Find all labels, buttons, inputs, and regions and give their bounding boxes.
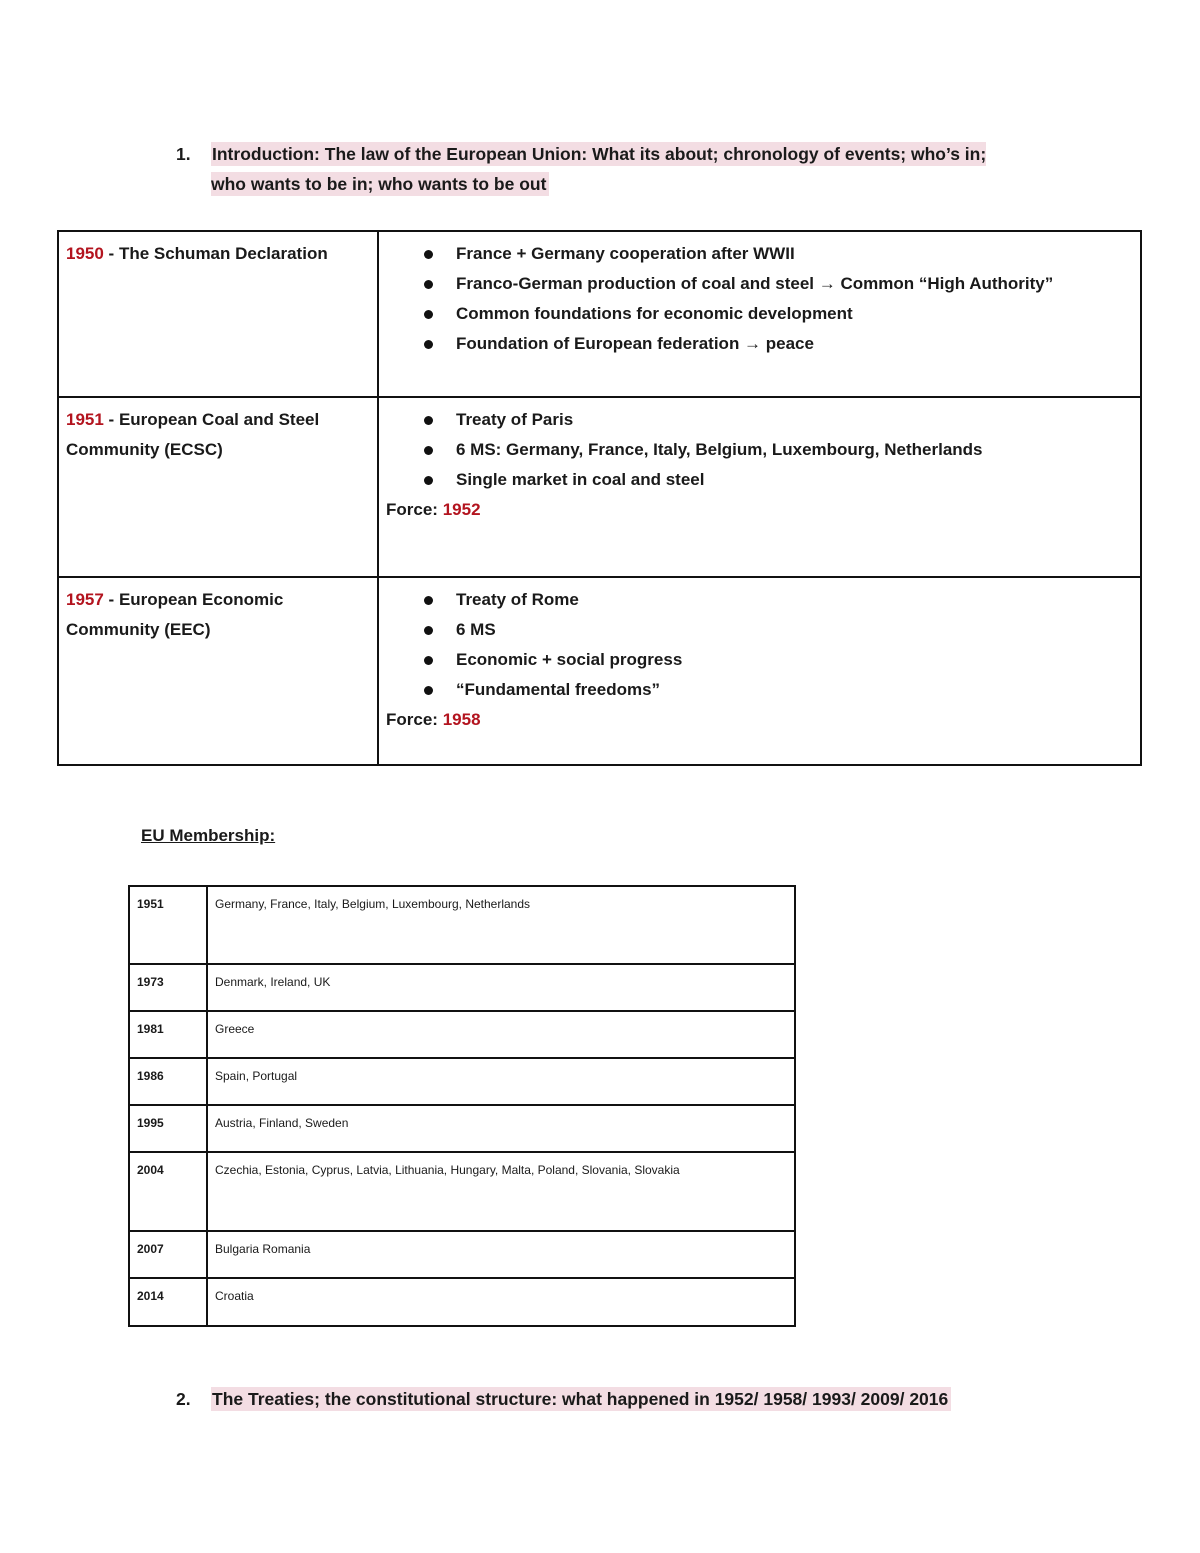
membership-row [129, 1231, 795, 1278]
event-title: The Schuman Declaration [118, 244, 328, 263]
detail-bullet: “Fundamental freedoms” [386, 675, 1133, 705]
chronology-details [378, 397, 1141, 577]
event-title: European Coal and Steel Community (ECSC) [66, 410, 320, 459]
force-label: Force: [386, 500, 438, 519]
detail-bullet: Treaty of Paris [386, 405, 1133, 435]
chronology-event: 1950 - The Schuman Declaration [58, 231, 378, 397]
chronology-event: 1951 - European Coal and Steel Community (ECSC) [58, 397, 378, 577]
membership-countries: Austria, Finland, Sweden [207, 1105, 795, 1152]
section-1-number: 1. [176, 144, 191, 164]
membership-countries: Germany, France, Italy, Belgium, Luxembourg, Netherlands [207, 886, 795, 964]
detail-bullet: Single market in coal and steel [386, 465, 1133, 495]
membership-row [129, 1058, 795, 1105]
detail-bullet: 6 MS [386, 615, 1133, 645]
chronology-event: 1957 - European Economic Community (EEC) [58, 577, 378, 765]
section-2-title: The Treaties; the constitutional structure: what happened in 1952/ 1958/ 1993/ 2009/ 2016 [211, 1387, 951, 1411]
chronology-details [378, 231, 1141, 397]
detail-bullet: Economic + social progress [386, 645, 1133, 675]
membership-countries: Denmark, Ireland, UK [207, 964, 795, 1011]
membership-year: 2004 [129, 1152, 207, 1231]
chronology-row [58, 231, 1141, 397]
membership-row [129, 1278, 795, 1326]
membership-year: 1973 [129, 964, 207, 1011]
membership-row [129, 964, 795, 1011]
force-line [386, 495, 1133, 525]
force-year: 1958 [442, 710, 481, 729]
event-title: European Economic Community (EEC) [66, 590, 284, 639]
force-year: 1952 [442, 500, 481, 519]
detail-bullet: France + Germany cooperation after WWII [386, 239, 1133, 269]
chronology-row [58, 577, 1141, 765]
section-1-title: Introduction: The law of the European Union: What its about; chronology of events; who’s in; who wants to be in; who wants to be out [211, 144, 987, 194]
detail-bullet: Foundation of European federation → peace [386, 329, 1133, 359]
detail-bullet: Treaty of Rome [386, 585, 1133, 615]
membership-year: 1981 [129, 1011, 207, 1058]
event-year: 1957 [66, 590, 104, 609]
membership-table [128, 885, 796, 1327]
membership-row [129, 1105, 795, 1152]
membership-title: EU Membership: [141, 826, 276, 845]
membership-countries: Greece [207, 1011, 795, 1058]
chronology-details [378, 577, 1141, 765]
chronology-row [58, 397, 1141, 577]
membership-year: 2014 [129, 1278, 207, 1326]
chronology-table [57, 230, 1142, 766]
membership-countries: Czechia, Estonia, Cyprus, Latvia, Lithuania, Hungary, Malta, Poland, Slovania, Slovakia [207, 1152, 795, 1231]
membership-countries: Spain, Portugal [207, 1058, 795, 1105]
membership-row [129, 1011, 795, 1058]
membership-row [129, 1152, 795, 1231]
force-label: Force: [386, 710, 438, 729]
membership-year: 2007 [129, 1231, 207, 1278]
detail-bullet: Common foundations for economic development [386, 299, 1133, 329]
membership-countries: Bulgaria Romania [207, 1231, 795, 1278]
membership-year: 1995 [129, 1105, 207, 1152]
event-year: 1950 [66, 244, 104, 263]
detail-bullet: 6 MS: Germany, France, Italy, Belgium, Luxembourg, Netherlands [386, 435, 1133, 465]
membership-year: 1986 [129, 1058, 207, 1105]
membership-year: 1951 [129, 886, 207, 964]
detail-bullet: Franco-German production of coal and steel → Common “High Authority” [386, 269, 1133, 299]
membership-countries: Croatia [207, 1278, 795, 1326]
force-line [386, 705, 1133, 735]
membership-row [129, 886, 795, 964]
section-2-number: 2. [176, 1389, 191, 1409]
event-year: 1951 [66, 410, 104, 429]
